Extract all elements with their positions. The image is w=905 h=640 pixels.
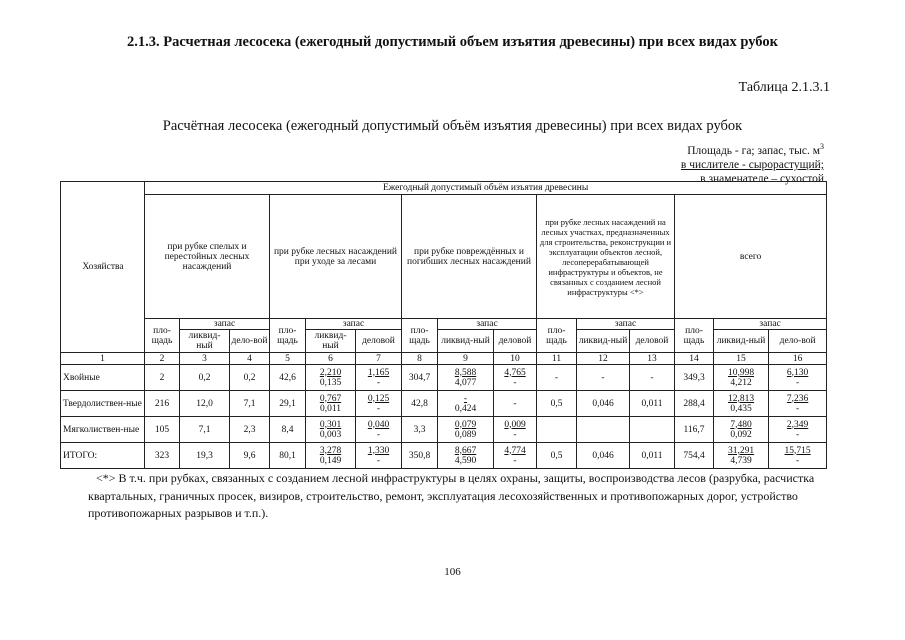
- numerator: 0,079: [454, 419, 477, 430]
- denominator: 0,435: [730, 403, 752, 414]
- cell: 42,6: [270, 365, 306, 391]
- denominator: -: [796, 377, 800, 388]
- cell: 19,3: [180, 443, 230, 469]
- footnote-text: <*> В т.ч. при рубках, связанных с созданием лесной инфраструктуры в целях охраны, защиты, воспроизводства лесов (разрубка, расчистка квартальных, граничных просек, визиров, строительство, ремонт, эксплуатация лесохозяйственных и противопожарных дорог, устройство противопожарных разрывов и т.п.).: [88, 471, 815, 520]
- header-group-2: при рубке лесных насаждений при уходе за лесами: [270, 195, 402, 319]
- numerator: 6,130: [786, 367, 809, 378]
- numerator: 0,301: [319, 419, 342, 430]
- cell: 0,011: [630, 391, 675, 417]
- numerator: 4,774: [504, 445, 526, 456]
- cell: -: [494, 391, 537, 417]
- denominator: 0,089: [454, 429, 477, 440]
- denominator: 4,212: [730, 377, 752, 388]
- cell: 0,5: [537, 443, 577, 469]
- numerator: 0,125: [367, 393, 390, 404]
- cell: [306, 391, 356, 417]
- cell: [494, 365, 537, 391]
- header-area: пло-щадь: [145, 319, 180, 353]
- header-stock: запас: [180, 319, 270, 330]
- footnote: [88, 470, 823, 523]
- cell: 216: [145, 391, 180, 417]
- numerator: 7,480: [730, 419, 752, 430]
- header-farm: Хозяйства: [61, 182, 145, 353]
- cell: 323: [145, 443, 180, 469]
- cell: 350,8: [402, 443, 438, 469]
- column-number: 14: [675, 353, 714, 365]
- denominator: 0,149: [319, 455, 342, 466]
- cell: [356, 417, 402, 443]
- cell: 7,1: [180, 417, 230, 443]
- cell: [306, 417, 356, 443]
- header-liquid: ликвид-ный: [577, 330, 630, 353]
- denominator: 0,135: [319, 377, 342, 388]
- numerator: 15,715: [784, 445, 811, 456]
- numerator: 0,767: [319, 393, 342, 404]
- numerator: 8,667: [454, 445, 477, 456]
- cell: [438, 391, 494, 417]
- cell: [356, 443, 402, 469]
- denominator: 0,003: [319, 429, 342, 440]
- column-number: 1: [61, 353, 145, 365]
- cell: 288,4: [675, 391, 714, 417]
- numerator: 7,236: [786, 393, 809, 404]
- header-group-4: при рубке лесных насаждений на лесных участках, предназначенных для строительства, реконструкции и эксплуатации объектов лесной, лесоперерабатывающей инфраструктуры и объектов, не связанных с созданием лесной инфраструктуры <*>: [537, 195, 675, 319]
- felling-table: [60, 181, 827, 469]
- header-stock: запас: [577, 319, 675, 330]
- header-area: пло-щадь: [270, 319, 306, 353]
- denominator: -: [376, 455, 381, 466]
- cell: -: [630, 365, 675, 391]
- cell: [537, 417, 577, 443]
- denominator: -: [513, 455, 517, 466]
- table-row-total: [61, 443, 827, 469]
- cell: [714, 417, 769, 443]
- units-superscript: 3: [820, 142, 824, 151]
- column-number: 9: [438, 353, 494, 365]
- farm-name: ИТОГО:: [61, 443, 145, 469]
- units-line-1: Площадь - га; запас, тыс. м: [687, 144, 820, 157]
- numerator: 2,349: [786, 419, 809, 430]
- column-number: 3: [180, 353, 230, 365]
- numerator: 12,813: [727, 393, 755, 404]
- denominator: 4,590: [454, 455, 477, 466]
- cell: [306, 365, 356, 391]
- cell: [356, 391, 402, 417]
- cell: 304,7: [402, 365, 438, 391]
- table-row: [61, 365, 827, 391]
- farm-name: Хвойные: [61, 365, 145, 391]
- numerator: 8,588: [454, 367, 477, 378]
- table-caption: Расчётная лесосека (ежегодный допустимый объём изъятия древесины) при всех видах рубок: [162, 118, 743, 134]
- denominator: 4,739: [730, 455, 752, 466]
- cell: 42,8: [402, 391, 438, 417]
- denominator: -: [376, 403, 381, 414]
- column-number: 11: [537, 353, 577, 365]
- numerator: -: [463, 393, 468, 404]
- column-number: 13: [630, 353, 675, 365]
- cell: [769, 391, 827, 417]
- header-business: дело-вой: [769, 330, 827, 353]
- denominator: -: [796, 455, 800, 466]
- header-area: пло-щадь: [537, 319, 577, 353]
- header-area: пло-щадь: [675, 319, 714, 353]
- table-row: [61, 391, 827, 417]
- denominator: -: [796, 429, 800, 440]
- cell: 9,6: [230, 443, 270, 469]
- denominator: -: [796, 403, 800, 414]
- cell: 116,7: [675, 417, 714, 443]
- denominator: -: [513, 377, 517, 388]
- header-stock: запас: [714, 319, 827, 330]
- denominator: 4,077: [454, 377, 477, 388]
- numerator: 1,330: [367, 445, 390, 456]
- cell: -: [537, 365, 577, 391]
- column-number: 8: [402, 353, 438, 365]
- cell: [494, 417, 537, 443]
- cell: 7,1: [230, 391, 270, 417]
- header-area: пло-щадь: [402, 319, 438, 353]
- column-number: 2: [145, 353, 180, 365]
- cell: 349,3: [675, 365, 714, 391]
- cell: 29,1: [270, 391, 306, 417]
- header-group-5: всего: [675, 195, 827, 319]
- header-stock: запас: [438, 319, 537, 330]
- denominator: 0,092: [730, 429, 752, 440]
- cell: [438, 365, 494, 391]
- cell: [356, 365, 402, 391]
- cell: 754,4: [675, 443, 714, 469]
- numerator: 0,009: [504, 419, 526, 430]
- cell: 0,046: [577, 391, 630, 417]
- denominator: -: [376, 429, 381, 440]
- numerator: 1,165: [367, 367, 390, 378]
- numerator: 31,291: [727, 445, 755, 456]
- header-business: деловой: [356, 330, 402, 353]
- cell: 0,046: [577, 443, 630, 469]
- denominator: 0,011: [319, 403, 342, 414]
- cell: 80,1: [270, 443, 306, 469]
- header-total-group: Ежегодный допустимый объём изъятия древесины: [145, 182, 827, 195]
- numerator: 10,998: [727, 367, 755, 378]
- column-number: 16: [769, 353, 827, 365]
- column-number: 10: [494, 353, 537, 365]
- column-number: 4: [230, 353, 270, 365]
- cell: [769, 417, 827, 443]
- cell: [714, 391, 769, 417]
- header-business: деловой: [494, 330, 537, 353]
- header-business: дело-вой: [230, 330, 270, 353]
- denominator: -: [376, 377, 381, 388]
- cell: [494, 443, 537, 469]
- cell: -: [577, 365, 630, 391]
- numerator: 0,040: [367, 419, 390, 430]
- table-row: [61, 417, 827, 443]
- cell: 3,3: [402, 417, 438, 443]
- header-liquid: ликвид-ный: [714, 330, 769, 353]
- cell: 2: [145, 365, 180, 391]
- denominator: 0,424: [454, 403, 477, 414]
- numerator: 2,210: [319, 367, 342, 378]
- numerator: 3,278: [319, 445, 342, 456]
- column-number: 12: [577, 353, 630, 365]
- cell: 0,2: [230, 365, 270, 391]
- units-line-3: в знаменателе – сухостой: [700, 172, 824, 185]
- header-liquid: ликвид-ный: [180, 330, 230, 353]
- header-stock: запас: [306, 319, 402, 330]
- header-liquid: ликвид-ный: [306, 330, 356, 353]
- cell: [306, 443, 356, 469]
- column-number: 5: [270, 353, 306, 365]
- column-number: 15: [714, 353, 769, 365]
- cell: [769, 443, 827, 469]
- units-legend: [681, 140, 824, 186]
- denominator: -: [513, 429, 517, 440]
- cell: 12,0: [180, 391, 230, 417]
- cell: [438, 443, 494, 469]
- cell: [714, 365, 769, 391]
- header-business: деловой: [630, 330, 675, 353]
- page-number: 106: [444, 566, 461, 578]
- cell: 0,2: [180, 365, 230, 391]
- units-line-2: в числителе - сырорастущий;: [680, 158, 824, 171]
- cell: [714, 443, 769, 469]
- table-number: Таблица 2.1.3.1: [738, 80, 830, 95]
- numerator: 4,765: [504, 367, 526, 378]
- farm-name: Твердолиствен-ные: [61, 391, 145, 417]
- section-title: 2.1.3. Расчетная лесосека (ежегодный допустимый объем изъятия древесины) при всех видах рубок: [127, 34, 778, 50]
- column-number: 6: [306, 353, 356, 365]
- cell: 8,4: [270, 417, 306, 443]
- cell: 0,011: [630, 443, 675, 469]
- cell: [577, 417, 630, 443]
- cell: 105: [145, 417, 180, 443]
- cell: 0,5: [537, 391, 577, 417]
- column-number: 7: [356, 353, 402, 365]
- cell: [769, 365, 827, 391]
- cell: [438, 417, 494, 443]
- cell: [630, 417, 675, 443]
- header-group-1: при рубке спелых и перестойных лесных насаждений: [145, 195, 270, 319]
- header-liquid: ликвид-ный: [438, 330, 494, 353]
- farm-name: Мягколиствен-ные: [61, 417, 145, 443]
- cell: 2,3: [230, 417, 270, 443]
- header-group-3: при рубке повреждённых и погибших лесных насаждений: [402, 195, 537, 319]
